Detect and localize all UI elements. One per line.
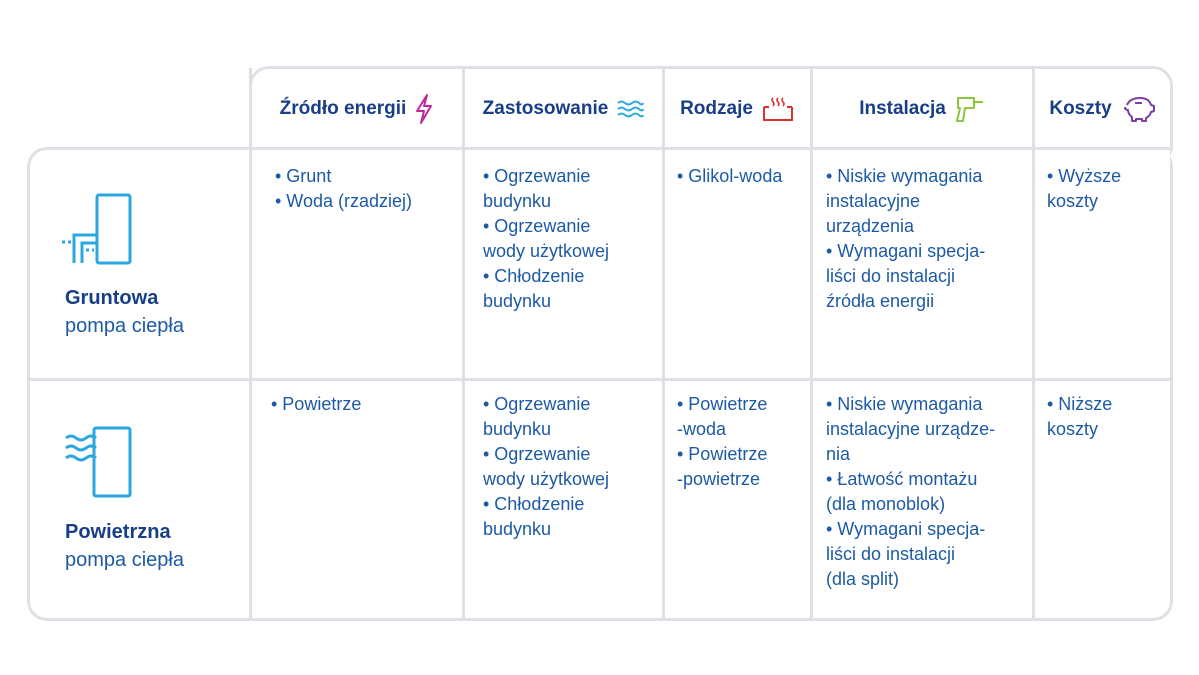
list-item: wody użytkowej (483, 469, 610, 489)
waves-icon (616, 98, 644, 120)
cell-gruntowa-koszty (1047, 164, 1121, 214)
col-divider-2 (462, 68, 465, 620)
row-powietrzna-label (65, 518, 184, 574)
header-rodzaje-label: Rodzaje (680, 98, 753, 119)
list-item: -powietrze (677, 469, 761, 489)
lightning-icon (414, 93, 434, 125)
drill-icon (954, 94, 986, 124)
list-item: -woda (677, 419, 727, 439)
list-item: • Ogrzewanie (483, 216, 591, 236)
header-koszty (1035, 68, 1170, 150)
list-item: koszty (1047, 191, 1099, 211)
list-item: • Ogrzewanie (483, 394, 591, 414)
list-item: • Ogrzewanie (483, 444, 591, 464)
list-item: • Powietrze (677, 444, 768, 464)
cell-powietrzna-rodzaje (677, 392, 767, 492)
list-item: • Chłodzenie (483, 494, 585, 514)
cell-gruntowa-zastosowanie (483, 164, 609, 314)
list-item: budynku (483, 419, 552, 439)
list-item: • Woda (rzadziej) (275, 191, 413, 211)
list-item: instalacyjne urządze- (826, 419, 996, 439)
cell-gruntowa-zrodlo (275, 164, 412, 214)
list-item: nia (826, 444, 851, 464)
list-item: liści do instalacji (826, 544, 956, 564)
row-divider (30, 378, 1170, 381)
list-item: • Wymagani specja- (826, 519, 986, 539)
list-item: • Niskie wymagania (826, 166, 983, 186)
header-instalacja-label: Instalacja (859, 98, 946, 119)
air-pump-icon (60, 424, 140, 504)
row-gruntowa-title: Gruntowa (65, 287, 159, 309)
row-gruntowa-label (65, 284, 184, 340)
list-item: budynku (483, 519, 552, 539)
header-rodzaje (665, 68, 810, 150)
list-item: liści do instalacji (826, 266, 956, 286)
list-item: źródła energii (826, 291, 935, 311)
ground-pump-icon (60, 190, 140, 270)
cell-powietrzna-koszty (1047, 392, 1112, 442)
list-item: (dla monoblok) (826, 494, 946, 514)
list-item: koszty (1047, 419, 1099, 439)
piggy-bank-icon (1120, 95, 1156, 123)
list-item: • Powietrze (271, 394, 362, 414)
list-item: • Wymagani specja- (826, 241, 986, 261)
header-zrodlo (252, 68, 462, 150)
list-item: • Glikol-woda (677, 166, 783, 186)
header-zastosowanie-label: Zastosowanie (482, 98, 609, 119)
cell-gruntowa-rodzaje (677, 164, 782, 189)
cell-gruntowa-instalacja (826, 164, 985, 314)
list-item: budynku (483, 291, 552, 311)
header-instalacja (813, 68, 1032, 150)
list-item: urządzenia (826, 216, 915, 236)
col-divider-3 (662, 68, 665, 620)
col-divider-5 (1032, 68, 1035, 620)
header-koszty-label: Koszty (1049, 98, 1112, 119)
cell-powietrzna-zastosowanie (483, 392, 609, 542)
list-item: • Grunt (275, 166, 332, 186)
row-powietrzna-title: Powietrzna (65, 521, 171, 543)
header-zrodlo-label: Źródło energii (279, 98, 407, 119)
list-item: • Wyższe (1047, 166, 1122, 186)
heater-icon (761, 95, 795, 123)
col-divider-4 (810, 68, 813, 620)
list-item: • Chłodzenie (483, 266, 585, 286)
list-item: • Niższe (1047, 394, 1113, 414)
row-powietrzna-subtitle: pompa ciepła (65, 549, 184, 571)
list-item: instalacyjne (826, 191, 921, 211)
col-divider-1 (249, 68, 252, 620)
list-item: • Ogrzewanie (483, 166, 591, 186)
list-item: • Łatwość montażu (826, 469, 978, 489)
cell-powietrzna-zrodlo (271, 392, 361, 417)
list-item: • Niskie wymagania (826, 394, 983, 414)
list-item: budynku (483, 191, 552, 211)
list-item: • Powietrze (677, 394, 768, 414)
header-zastosowanie (465, 68, 662, 150)
list-item: wody użytkowej (483, 241, 610, 261)
row-gruntowa-subtitle: pompa ciepła (65, 315, 184, 337)
list-item: (dla split) (826, 569, 900, 589)
cell-powietrzna-instalacja (826, 392, 995, 592)
